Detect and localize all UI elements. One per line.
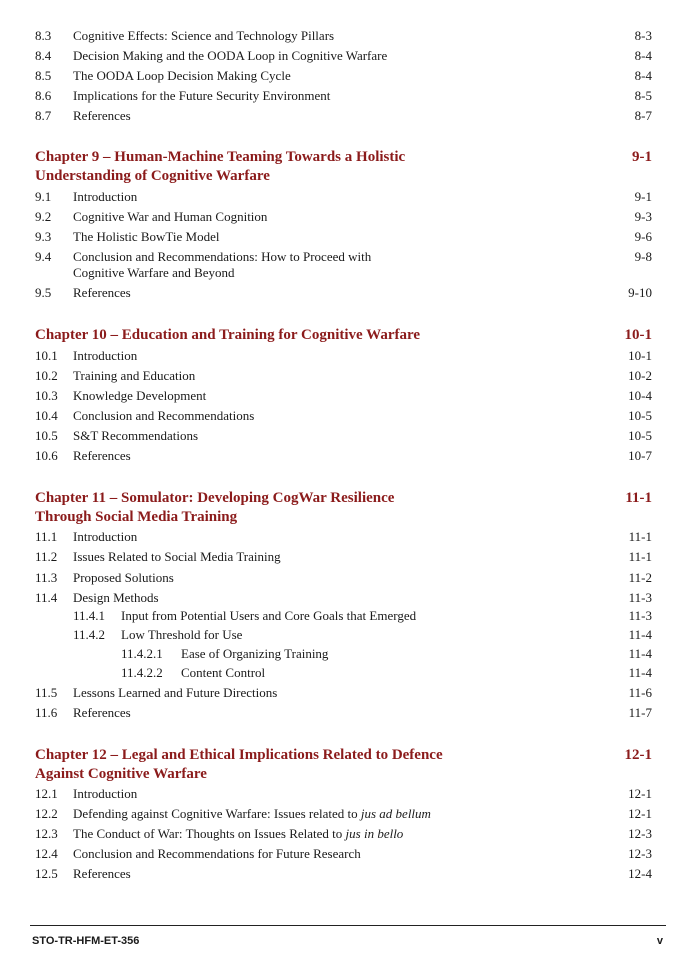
toc-entry-number: 11.4.2 <box>73 627 106 642</box>
toc-entry-title: Conclusion and Recommendations for Future Research <box>73 846 361 861</box>
chapter-title-line: Chapter 9 – Human-Machine Teaming Towards a Holistic <box>35 149 406 165</box>
toc-entry-number: 8.4 <box>35 48 52 63</box>
chapter-12-heading[interactable] <box>35 746 652 784</box>
toc-entry-number: 11.4.1 <box>73 608 106 623</box>
toc-entry-number: 11.3 <box>35 570 58 585</box>
toc-entry-number: 12.4 <box>35 846 58 861</box>
toc-entry-title: Introduction <box>73 189 138 204</box>
toc-entry-page: 9-3 <box>634 209 652 224</box>
toc-entry-title: Introduction <box>73 529 138 544</box>
toc-entry-page: 10-1 <box>628 348 652 363</box>
toc-entry-number: 9.3 <box>35 229 52 244</box>
chapter-9-heading[interactable] <box>35 148 652 186</box>
toc-entry-title: Issues Related to Social Media Training <box>73 549 281 564</box>
toc-entry-number: 8.5 <box>35 68 52 83</box>
toc-entry-number: 12.1 <box>35 786 58 801</box>
toc-entry-title: Cognitive Effects: Science and Technology Pillars <box>73 28 335 43</box>
toc-entry-page: 10-7 <box>628 448 652 463</box>
footer-doc-id: STO-TR-HFM-ET-356 <box>32 935 140 947</box>
toc-entry-number: 11.2 <box>35 549 58 564</box>
toc-entry-page: 10-2 <box>628 368 652 383</box>
toc-entry-number: 11.4.2.2 <box>121 665 163 680</box>
footer-page-number: v <box>656 935 663 947</box>
toc-entry-number: 11.5 <box>35 685 58 700</box>
toc-entry-title: S&T Recommendations <box>73 428 199 443</box>
toc-entry-title: Low Threshold for Use <box>121 627 243 642</box>
toc-entry-number: 9.2 <box>35 209 52 224</box>
toc-entry-page: 11-3 <box>628 608 652 623</box>
toc-entry-title: The OODA Loop Decision Making Cycle <box>73 68 291 83</box>
toc-entry-page: 12-1 <box>628 786 652 801</box>
toc-entry-number: 10.1 <box>35 348 58 363</box>
toc-entry-title: Defending against Cognitive Warfare: Issues related to <box>73 806 361 821</box>
toc-entry-title-italic: jus ad bellum <box>360 806 431 821</box>
toc-entry-page: 9-1 <box>634 189 652 204</box>
chapter-11-heading[interactable] <box>35 489 652 527</box>
toc-entry-number: 11.6 <box>35 705 58 720</box>
toc-entry-title: Proposed Solutions <box>73 570 174 585</box>
toc-entry-page: 11-2 <box>628 570 652 585</box>
chapter-page: 10-1 <box>624 327 652 343</box>
chapter-page: 9-1 <box>632 149 652 165</box>
toc-entry-page: 10-5 <box>628 428 652 443</box>
toc-entry-number: 12.5 <box>35 866 58 881</box>
toc-entry-page: 8-4 <box>634 68 652 83</box>
chapter-title-line: Against Cognitive Warfare <box>35 766 207 782</box>
toc-entry-page: 9-6 <box>634 229 652 244</box>
toc-entry-number: 10.3 <box>35 388 58 403</box>
toc-entry-9-4[interactable] <box>35 249 652 281</box>
toc-entry-title: The Conduct of War: Thoughts on Issues Related to <box>73 826 346 841</box>
toc-entry-title: Content Control <box>181 665 266 680</box>
toc-entry-title: Training and Education <box>73 368 196 383</box>
toc-entry-title: References <box>73 448 131 463</box>
toc-entry-number: 12.2 <box>35 806 58 821</box>
toc-entry-number: 9.4 <box>35 249 52 264</box>
toc-entry-page: 11-6 <box>628 685 652 700</box>
toc-entry-page: 10-4 <box>628 388 652 403</box>
toc-entry-number: 8.3 <box>35 28 52 43</box>
toc-entry-page: 11-7 <box>628 705 652 720</box>
toc-entry-number: 11.4.2.1 <box>121 646 163 661</box>
toc-entry-number: 12.3 <box>35 826 58 841</box>
toc-entry-title: Decision Making and the OODA Loop in Cognitive Warfare <box>73 48 388 63</box>
chapter-title-line: Chapter 12 – Legal and Ethical Implications Related to Defence <box>35 747 443 763</box>
toc-entry-number: 10.2 <box>35 368 58 383</box>
chapter-page: 12-1 <box>624 747 652 763</box>
toc-entry-number: 9.1 <box>35 189 52 204</box>
toc-entry-page: 11-4 <box>628 665 652 680</box>
toc-entry-title: Introduction <box>73 786 138 801</box>
chapter-10-heading[interactable] <box>35 326 652 345</box>
toc-entry-number: 10.4 <box>35 408 58 423</box>
footer-divider <box>30 925 666 926</box>
toc-entry-title: References <box>73 108 131 123</box>
toc-entry-number: 11.1 <box>35 529 58 544</box>
toc-entry-title: Knowledge Development <box>73 388 207 403</box>
toc-entry-number: 10.5 <box>35 428 58 443</box>
toc-entry-title: Lessons Learned and Future Directions <box>73 685 278 700</box>
toc-entry-page: 9-8 <box>634 249 652 264</box>
toc-entry-page: 12-1 <box>628 806 652 821</box>
toc-entry-page: 11-4 <box>628 646 652 661</box>
toc-entry-title-line: Cognitive Warfare and Beyond <box>73 265 235 280</box>
toc-entry-title: References <box>73 285 131 300</box>
toc-entry-number: 9.5 <box>35 285 52 300</box>
toc-entry-page: 12-4 <box>628 866 652 881</box>
toc-entry-title: Design Methods <box>73 590 159 605</box>
toc-entry-page: 9-10 <box>628 285 652 300</box>
toc-entry-number: 10.6 <box>35 448 58 463</box>
toc-entry-page: 8-5 <box>634 88 652 103</box>
chapter-title-line: Understanding of Cognitive Warfare <box>35 168 270 184</box>
toc-entry-title-italic: jus in bello <box>345 826 404 841</box>
toc-entry-title: Introduction <box>73 348 138 363</box>
toc-entry-page: 10-5 <box>628 408 652 423</box>
toc-entry-page: 8-7 <box>634 108 652 123</box>
toc-entry-page: 11-4 <box>628 627 652 642</box>
toc-entry-title: The Holistic BowTie Model <box>73 229 220 244</box>
toc-entry-title: Ease of Organizing Training <box>181 646 329 661</box>
toc-entry-title: Input from Potential Users and Core Goals that Emerged <box>121 608 417 623</box>
toc-entry-title: References <box>73 866 131 881</box>
toc-entry-page: 11-3 <box>628 590 652 605</box>
toc-entry-page: 12-3 <box>628 846 652 861</box>
chapter-title-line: Chapter 10 – Education and Training for Cognitive Warfare <box>35 327 421 343</box>
toc-entry-page: 8-3 <box>634 28 652 43</box>
toc-entry-page: 11-1 <box>628 549 652 564</box>
chapter-title-line: Through Social Media Training <box>35 509 238 525</box>
chapter-title-line: Chapter 11 – Somulator: Developing CogWar Resilience <box>35 490 395 506</box>
chapter-page: 11-1 <box>625 490 652 506</box>
toc-entry-title: References <box>73 705 131 720</box>
toc-entry-number: 11.4 <box>35 590 58 605</box>
toc-entry-title: Cognitive War and Human Cognition <box>73 209 268 224</box>
toc-entry-page: 11-1 <box>628 529 652 544</box>
toc-entry-number: 8.6 <box>35 88 52 103</box>
toc-entry-title-line: Conclusion and Recommendations: How to Proceed with <box>73 249 372 264</box>
toc-entry-title: Implications for the Future Security Environment <box>73 88 331 103</box>
toc-entry-page: 12-3 <box>628 826 652 841</box>
toc-entry-number: 8.7 <box>35 108 52 123</box>
toc-entry-page: 8-4 <box>634 48 652 63</box>
toc-entry-title: Conclusion and Recommendations <box>73 408 255 423</box>
